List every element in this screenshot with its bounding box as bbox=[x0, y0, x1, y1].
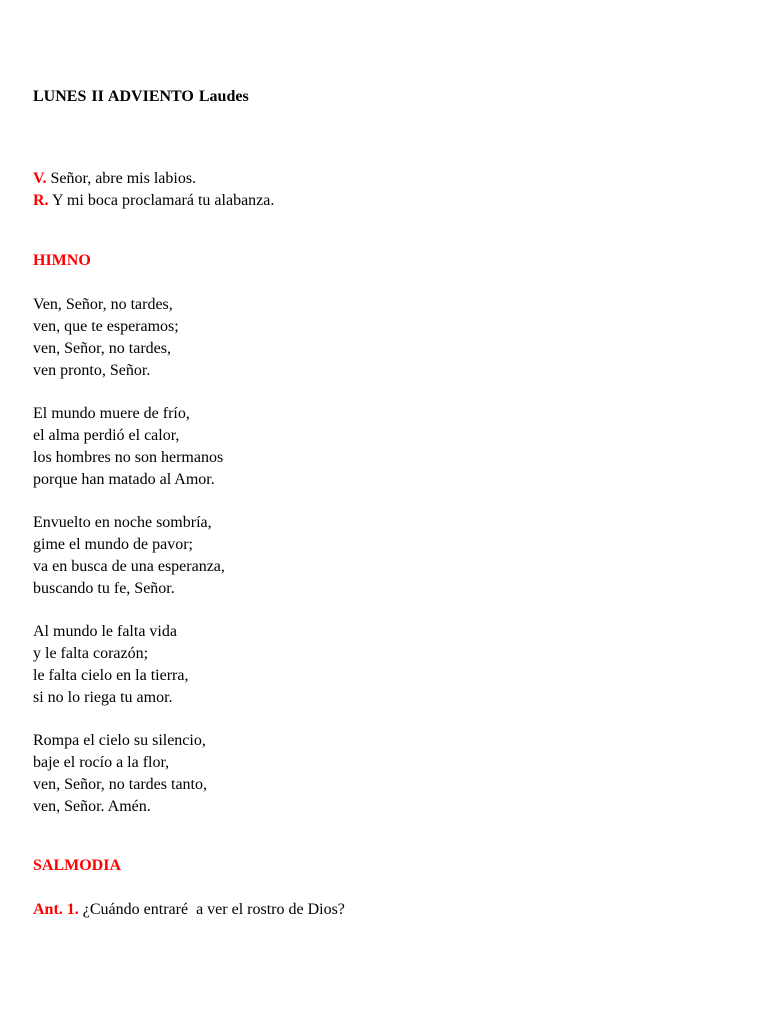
verse-line: Rompa el cielo su silencio, bbox=[33, 732, 206, 749]
verse-line: los hombres no son hermanos bbox=[33, 449, 224, 466]
stanza-1 bbox=[33, 294, 179, 382]
verse-line: el alma perdió el calor, bbox=[33, 427, 180, 444]
verse-line: Ven, Señor, no tardes, bbox=[33, 296, 173, 313]
response-text: Y mi boca proclamará tu alabanza. bbox=[51, 192, 275, 209]
verse-line: le falta cielo en la tierra, bbox=[33, 667, 189, 684]
verse-line: va en busca de una esperanza, bbox=[33, 558, 225, 575]
response-marker: R. bbox=[33, 192, 49, 209]
versicle-line bbox=[33, 168, 196, 190]
verse-line: ven, Señor, no tardes, bbox=[33, 340, 171, 357]
verse-line: ven pronto, Señor. bbox=[33, 362, 151, 379]
verse-line: Envuelto en noche sombría, bbox=[33, 514, 212, 531]
verse-line: El mundo muere de frío, bbox=[33, 405, 190, 422]
stanza-5 bbox=[33, 730, 207, 818]
response-line bbox=[33, 190, 274, 212]
verse-line: ven, que te esperamos; bbox=[33, 318, 179, 335]
verse-line: baje el rocío a la flor, bbox=[33, 754, 170, 771]
verse-line: si no lo riega tu amor. bbox=[33, 689, 173, 706]
stanza-2 bbox=[33, 403, 223, 491]
versicle-marker: V. bbox=[33, 170, 47, 187]
verse-line: ven, Señor. Amén. bbox=[33, 798, 151, 815]
versicle-text: Señor, abre mis labios. bbox=[50, 170, 197, 187]
verse-line: y le falta corazón; bbox=[33, 645, 149, 662]
antiphon-line bbox=[33, 901, 345, 919]
verse-line: ven, Señor, no tardes tanto, bbox=[33, 776, 207, 793]
verse-line: buscando tu fe, Señor. bbox=[33, 580, 175, 597]
stanza-4 bbox=[33, 621, 188, 709]
himno-heading: HIMNO bbox=[33, 252, 91, 269]
page-title: LUNES II ADVIENTO Laudes bbox=[33, 88, 249, 105]
antiphon-marker: Ant. 1. bbox=[33, 901, 79, 918]
stanza-3 bbox=[33, 512, 225, 600]
antiphon-text: ¿Cuándo entraré a ver el rostro de Dios? bbox=[82, 901, 345, 918]
verse-line: Al mundo le falta vida bbox=[33, 623, 177, 640]
salmodia-heading: SALMODIA bbox=[33, 857, 122, 874]
verse-line: gime el mundo de pavor; bbox=[33, 536, 193, 553]
verse-line: porque han matado al Amor. bbox=[33, 471, 215, 488]
